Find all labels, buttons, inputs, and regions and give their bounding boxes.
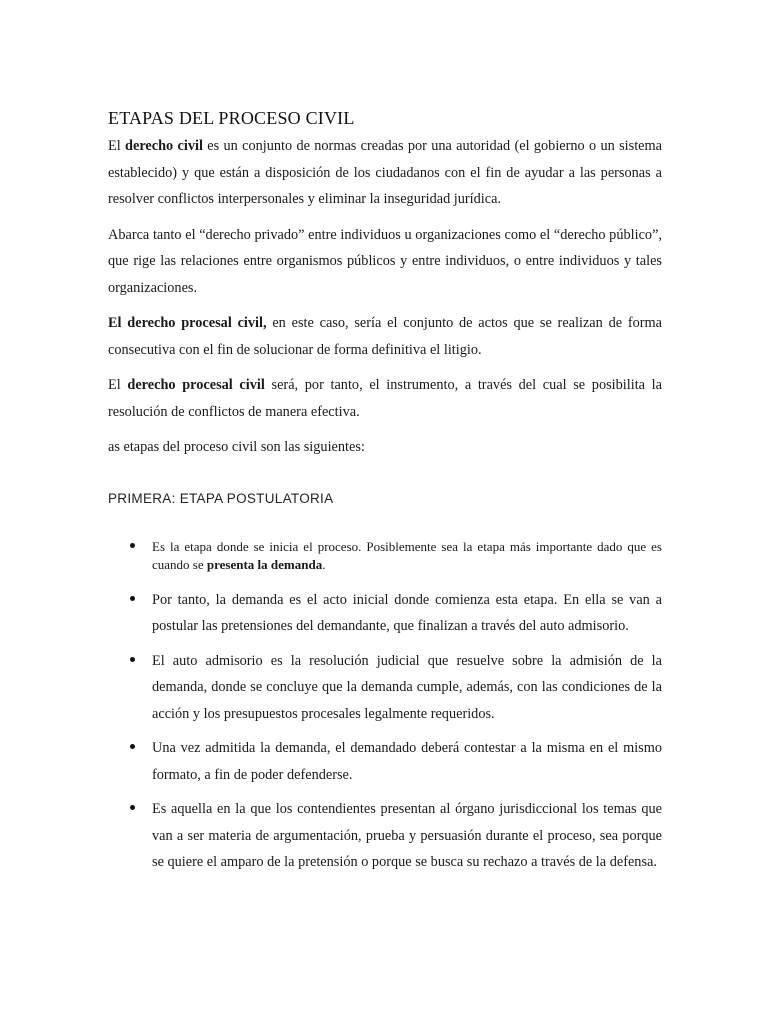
bullet-list — [108, 536, 662, 876]
paragraph-derecho-procesal — [108, 310, 662, 363]
list-item-bold: presenta la demanda — [206, 557, 323, 572]
bullet-icon — [130, 657, 135, 662]
bullet-icon — [130, 744, 135, 749]
paragraph-text-post: será, por tanto, el instrumento, a través del cual se posibilita la resolución de conflictos de manera efectiva. — [108, 377, 663, 420]
list-item — [108, 648, 662, 728]
list-item-text — [152, 536, 662, 575]
paragraph-text-post: en este caso, sería el conjunto de actos que se realizan de forma consecutiva con el fin de solucionar de forma definitiva el litigio. — [108, 315, 662, 358]
document-body — [108, 100, 662, 884]
list-item-text: El auto admisorio es la resolución judicial que resuelve sobre la admisión de la demanda, donde se concluye que la demanda cumple, además, con las condiciones de la acción y los presupuestos procesales legalmente requeridos. — [152, 652, 662, 722]
list-item — [108, 796, 662, 876]
list-item-text: Una vez admitida la demanda, el demandado deberá contestar a la misma en el mismo formato, a fin de poder defenderse. — [152, 740, 662, 783]
list-item — [108, 587, 662, 640]
paragraph-text-pre: El — [108, 138, 126, 154]
list-item-text: Es aquella en la que los contendientes presentan al órgano jurisdiccional los temas que van a ser materia de argumentación, prueba y persuasión durante el proceso, sea porque se quiere el amparo de la pretensión o porque se busca su rechazo a través de la defensa. — [152, 801, 662, 870]
paragraph-instrumento — [108, 372, 662, 425]
paragraph-derecho-civil — [108, 133, 662, 213]
paragraph-abarca: Abarca tanto el “derecho privado” entre individuos u organizaciones como el “derecho público”, que rige las relaciones entre organismos públicos y entre individuos, o entre individuos y tales organizaciones. — [108, 226, 662, 296]
document-title: ETAPAS DEL PROCESO CIVIL — [108, 108, 355, 128]
bullet-icon — [130, 805, 135, 810]
list-item — [108, 735, 662, 788]
paragraph-bold-term: derecho civil — [125, 138, 203, 154]
list-item-text: Por tanto, la demanda es el acto inicial donde comienza esta etapa. En ella se van a postular las pretensiones del demandante, que finalizan a través del auto admisorio. — [152, 591, 662, 634]
paragraph-text-post: es un conjunto de normas creadas por una autoridad (el gobierno o un sistema establecido) y que están a disposición de los ciudadanos con el fin de ayudar a las personas a resolver conflictos interpersonales y eliminar la inseguridad jurídica. — [108, 138, 662, 207]
paragraph-bold-term: El derecho procesal civil, — [108, 315, 267, 331]
list-intro: as etapas del proceso civil son las siguientes: — [108, 439, 365, 455]
paragraph-text-pre: El — [108, 377, 128, 393]
section-heading: PRIMERA: ETAPA POSTULATORIA — [108, 490, 334, 506]
bullet-icon — [130, 596, 135, 601]
list-item-text-post: . — [322, 557, 326, 572]
bullet-icon — [130, 543, 135, 548]
paragraph-bold-term: derecho procesal civil — [127, 377, 265, 393]
list-item-text-pre: Es la etapa donde se inicia el proceso. Posiblemente sea la etapa más importante dado que es cuando se — [152, 538, 662, 572]
list-item — [108, 536, 662, 575]
